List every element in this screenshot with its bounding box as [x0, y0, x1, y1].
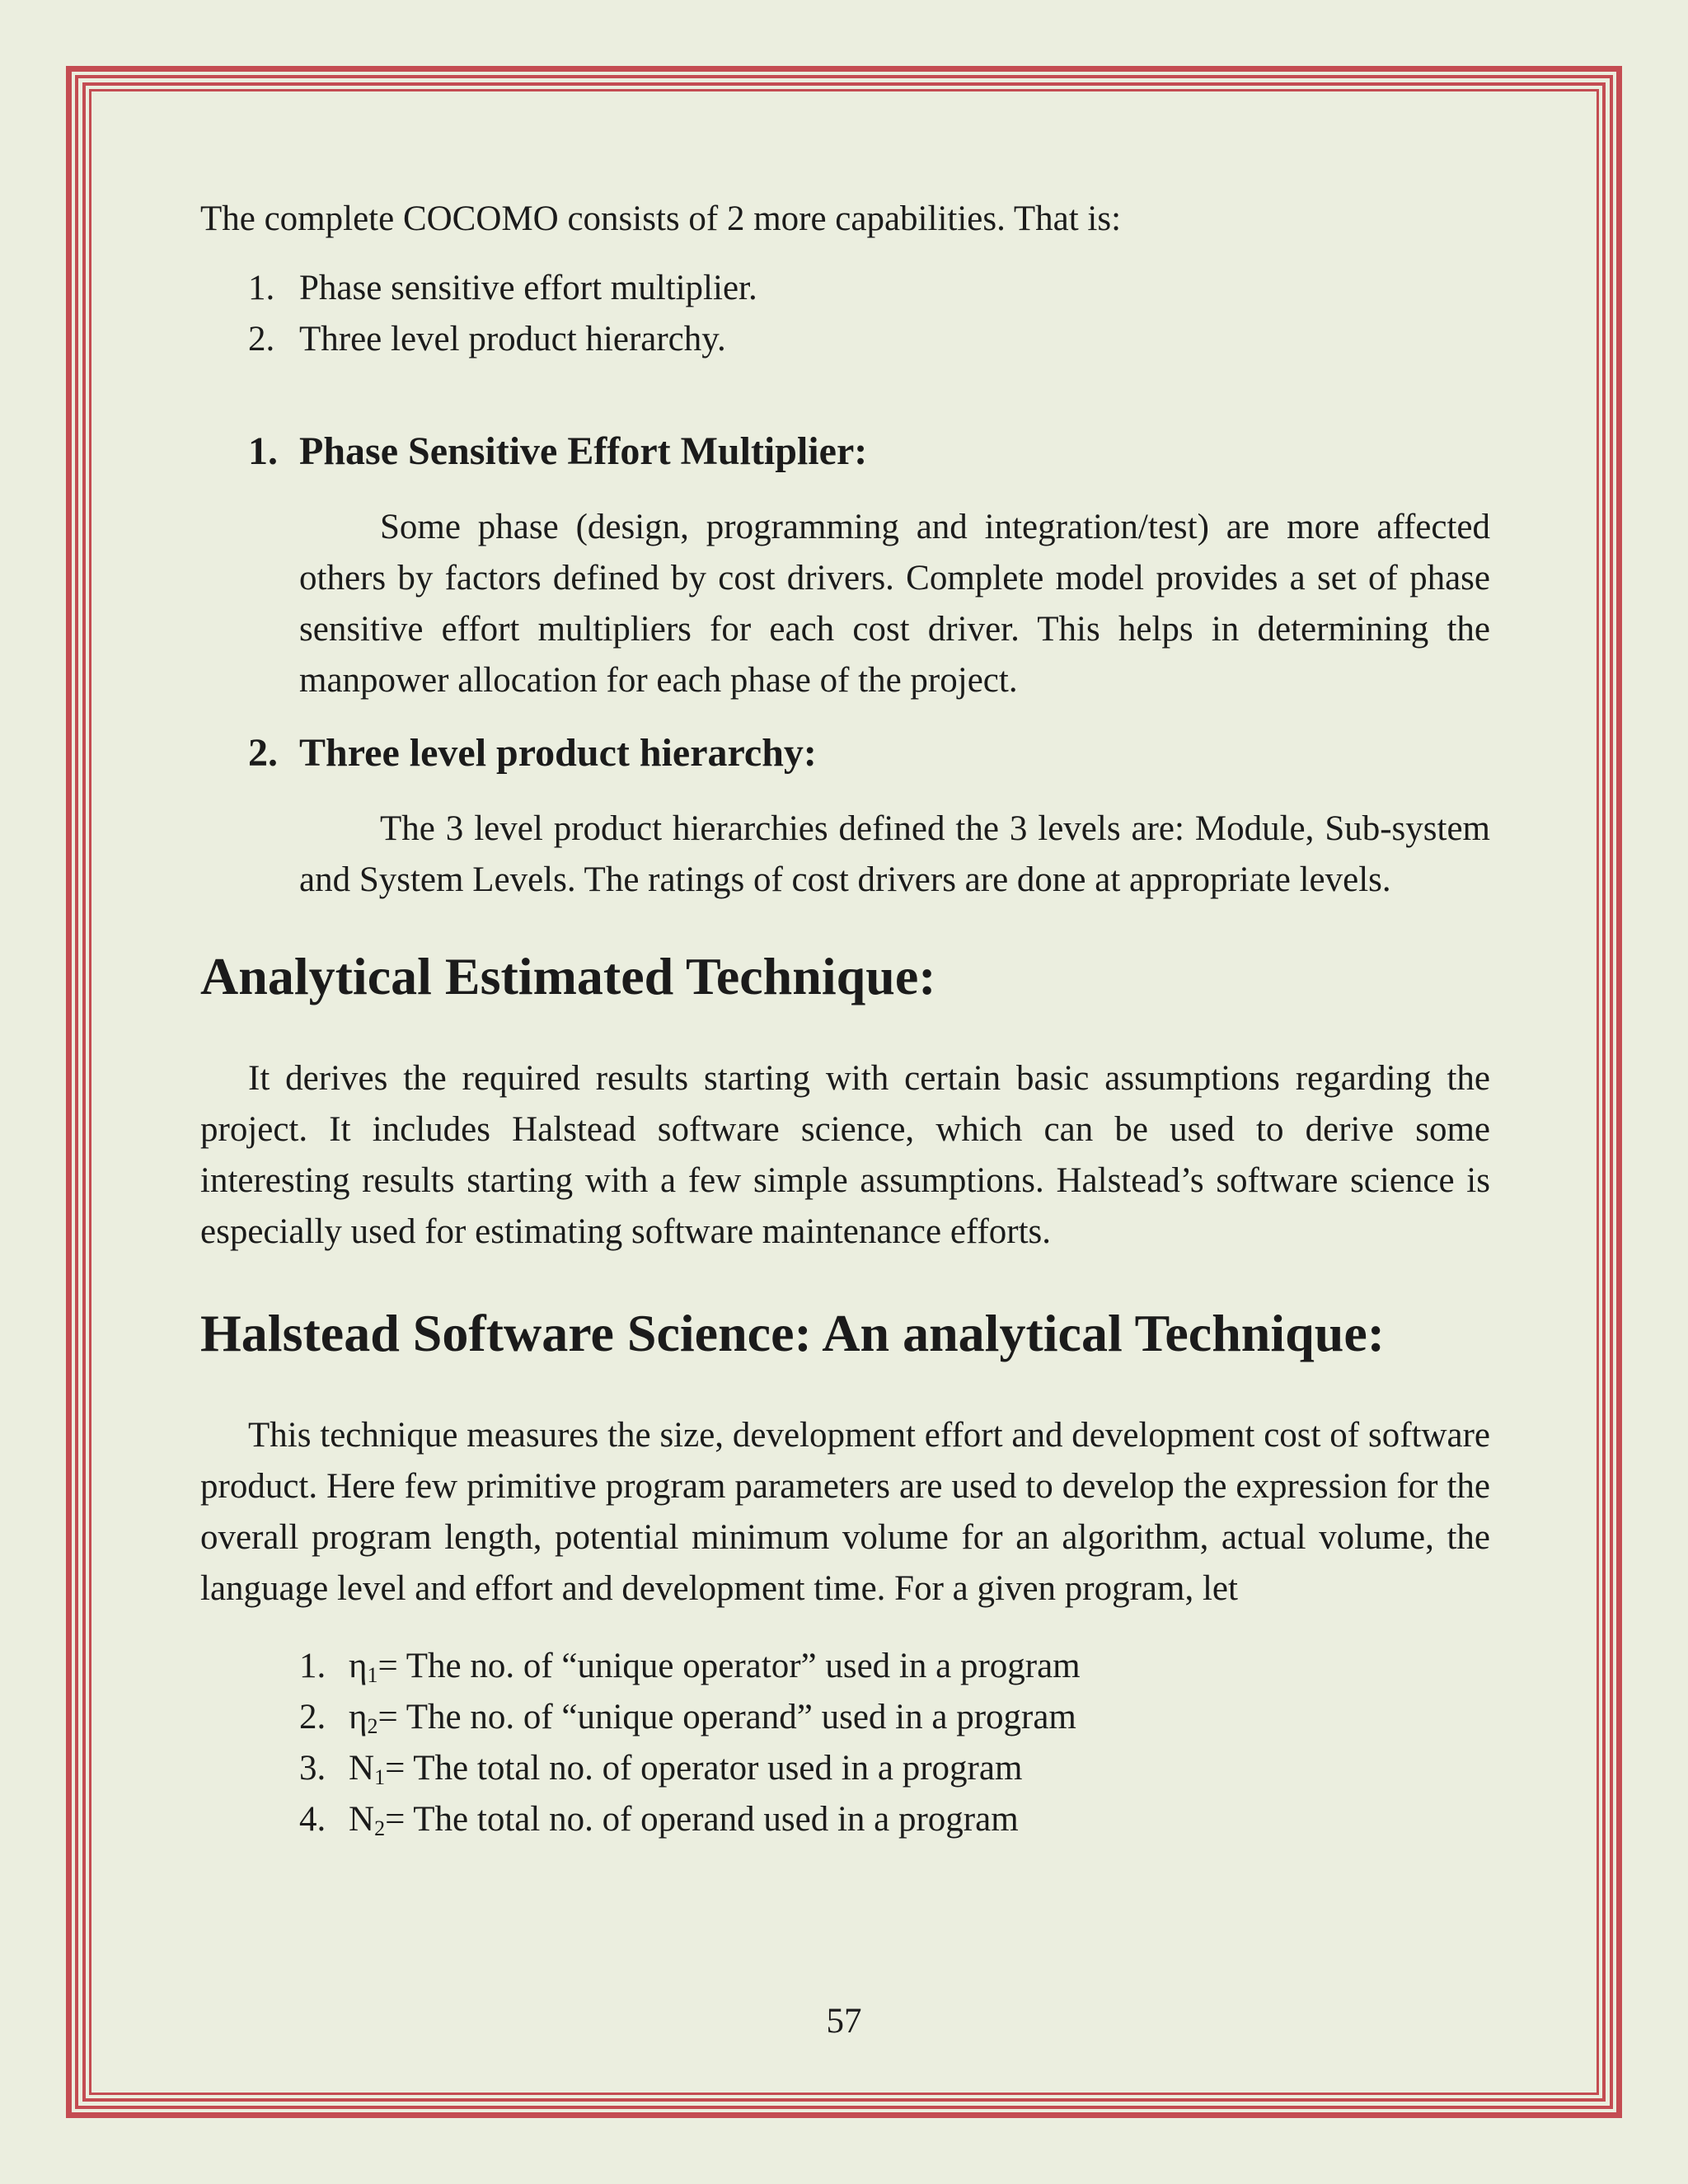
subsection-title: Phase Sensitive Effort Multiplier:	[299, 429, 868, 473]
list-item-text: Three level product hierarchy.	[299, 320, 726, 359]
subsection-body-phase-sensitive: Some phase (design, programming and integration/test) are more affected others by factors defined by cost drivers. Complete model provides a set of phase sensitive effort multipliers for each cost driver. This helps in determining the manpower allocation for each phase of the project.	[299, 508, 1490, 700]
list-item	[248, 263, 1490, 314]
list-item-number: 3.	[299, 1749, 326, 1788]
parameter-definition: = The no. of “unique operand” used in a program	[377, 1698, 1076, 1737]
list-item-number: 2.	[299, 1698, 326, 1737]
list-item	[299, 1743, 1490, 1794]
page-number: 57	[826, 2002, 862, 2041]
subsection-title: Three level product hierarchy:	[299, 731, 817, 775]
parameter-definition: = The total no. of operand used in a program	[385, 1800, 1019, 1840]
page-content	[200, 194, 1490, 1845]
halstead-parameter-list	[299, 1641, 1490, 1845]
intro-text: The complete COCOMO consists of 2 more capabilities. That is:	[200, 199, 1122, 238]
parameter-symbol: $N_2$	[349, 1800, 386, 1841]
parameter-symbol: $N_1$	[349, 1749, 386, 1790]
list-item	[299, 1641, 1490, 1692]
analytical-body: It derives the required results starting with certain basic assumptions regarding the project. It includes Halstead software science, which can be used to derive some interesting results starting with a few simple assumptions. Halstead’s software science is especially used for estimating software maintenance efforts.	[200, 1059, 1490, 1252]
capabilities-list	[248, 263, 1490, 365]
subsection-body-three-level: The 3 level product hierarchies defined the 3 levels are: Module, Sub-system and System Levels. The ratings of cost drivers are done at appropriate levels.	[299, 809, 1490, 899]
parameter-definition: = The no. of “unique operator” used in a program	[377, 1647, 1081, 1686]
subsection-number: 2.	[248, 731, 278, 775]
parameter-symbol: $\eta_1$	[349, 1647, 378, 1688]
subsection-heading-three-level	[248, 724, 1490, 782]
list-item-number: 1.	[299, 1647, 326, 1686]
list-item-number: 1.	[248, 269, 275, 307]
parameter-definition: = The total no. of operator used in a program	[385, 1749, 1023, 1788]
list-item-number: 4.	[299, 1800, 326, 1840]
section-heading-halstead: Halstead Software Science: An analytical Technique:	[200, 1304, 1386, 1363]
list-item-text: Phase sensitive effort multiplier.	[299, 269, 757, 307]
parameter-symbol: $\eta_2$	[349, 1698, 378, 1739]
list-item	[248, 314, 1490, 365]
subsection-number: 1.	[248, 429, 278, 473]
list-item	[299, 1794, 1490, 1845]
list-item-number: 2.	[248, 320, 275, 359]
section-heading-analytical: Analytical Estimated Technique:	[200, 947, 936, 1005]
subsection-heading-phase-sensitive	[248, 423, 1490, 480]
list-item	[299, 1692, 1490, 1743]
halstead-body: This technique measures the size, development effort and development cost of software product. Here few primitive program parameters are used to develop the expression for the overall program length, potential minimum volume for an algorithm, actual volume, the language level and effort and development time. For a given program, let	[200, 1416, 1490, 1609]
